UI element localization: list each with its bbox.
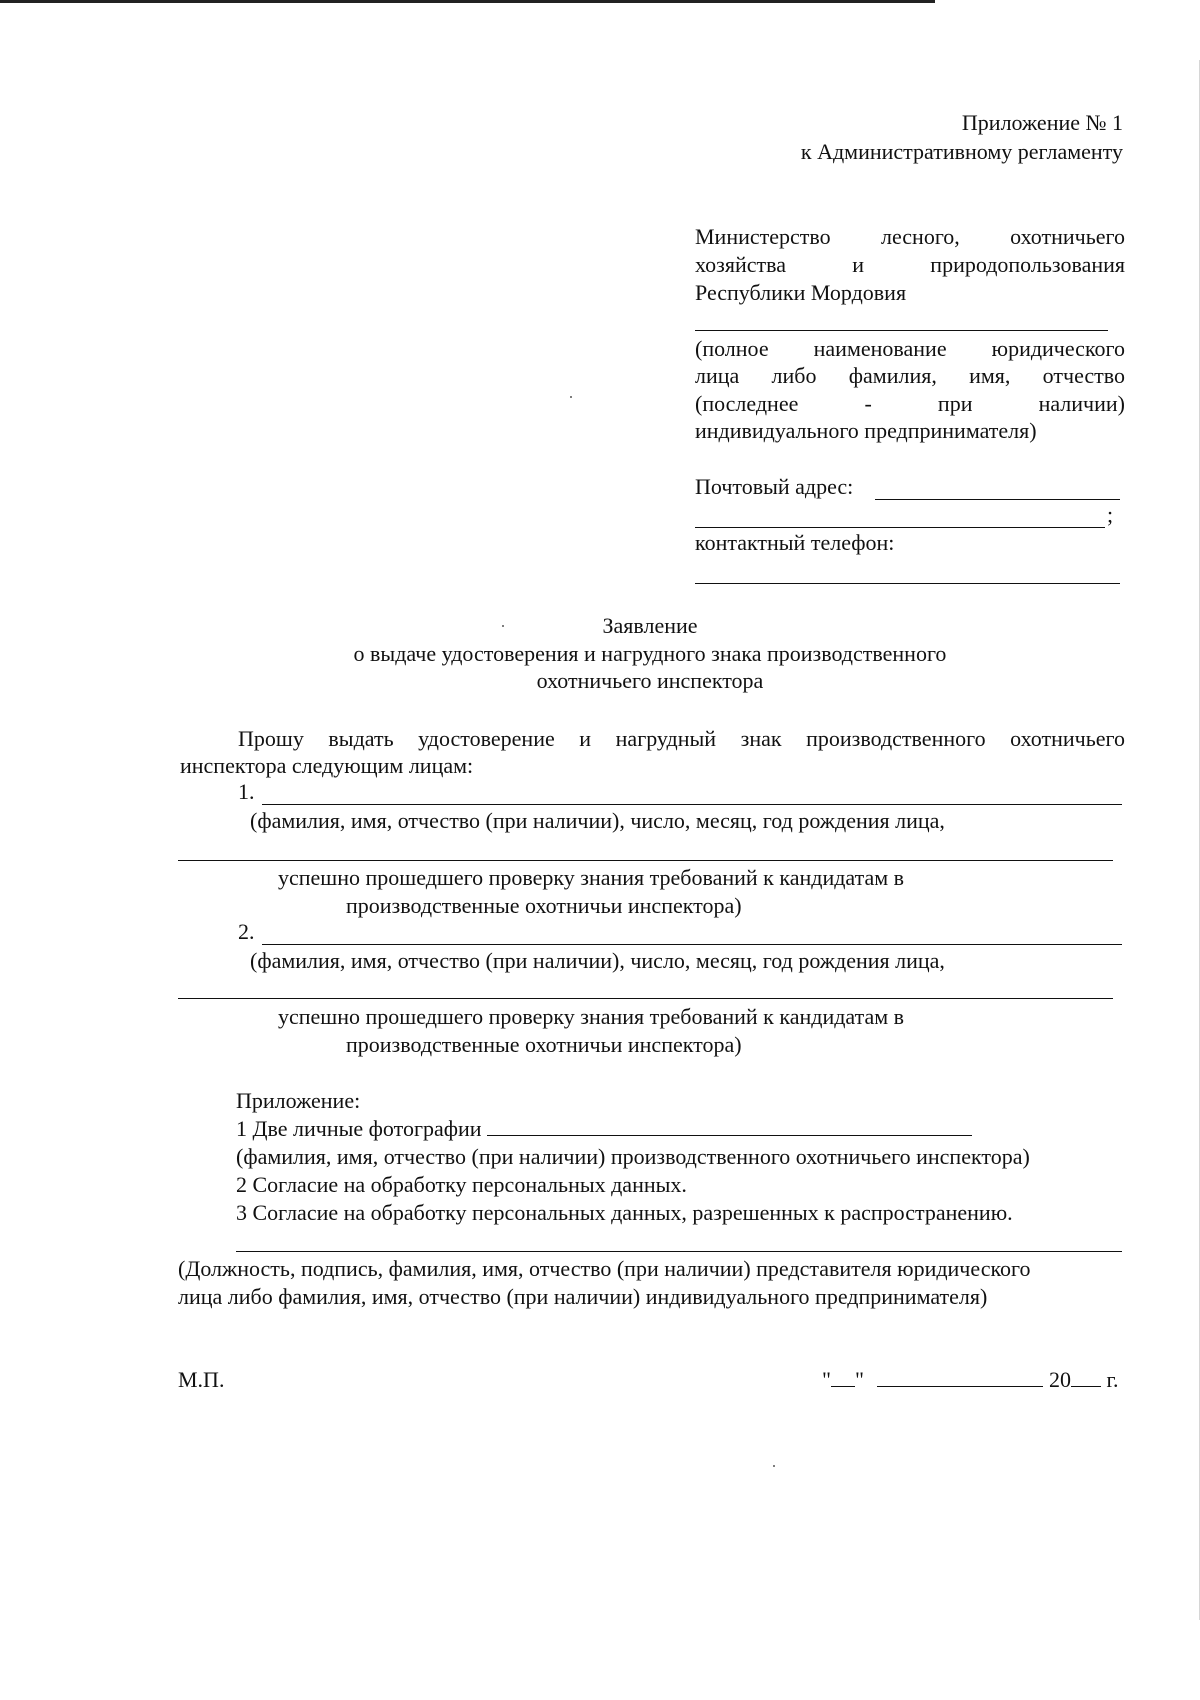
addressee-line-2: хозяйства и природопользования <box>695 252 1125 277</box>
person-2-hint-line-3: производственные охотничьи инспектора) <box>346 1032 742 1057</box>
signature-field[interactable] <box>236 1251 1122 1252</box>
year-prefix: 20 <box>1048 1367 1071 1392</box>
phone-field[interactable] <box>695 583 1120 584</box>
person-1-hint-line-1: (фамилия, имя, отчество (при наличии), число, месяц, год рождения лица, <box>250 808 945 833</box>
person-1-field-2[interactable] <box>178 860 1113 861</box>
person-2-field[interactable] <box>262 944 1122 945</box>
addressee-line-1: Министерство лесного, охотничьего <box>695 224 1125 249</box>
phone-label: контактный телефон: <box>695 530 895 555</box>
photo-owner-field[interactable] <box>487 1117 972 1136</box>
applicant-hint-line-3: (последнее - при наличии) <box>695 391 1125 416</box>
request-line-1: Прошу выдать удостоверение и нагрудный знак производственного охотничьего <box>238 726 1125 751</box>
applicant-hint-line-2: лица либо фамилия, имя, отчество <box>695 363 1125 388</box>
seal-placeholder: М.П. <box>178 1367 225 1392</box>
scan-speck <box>570 396 572 398</box>
date-quote-close: " <box>854 1367 864 1392</box>
attachment-3: 3 Согласие на обработку персональных данных, разрешенных к распространению. <box>236 1200 1013 1225</box>
postal-address-label: Почтовый адрес: <box>695 474 854 499</box>
postal-address-semicolon: ; <box>1107 502 1114 527</box>
request-line-2: инспектора следующим лицам: <box>180 753 474 778</box>
addressee-line-3: Республики Мордовия <box>695 280 907 305</box>
person-1-number: 1. <box>238 779 255 804</box>
appendix-regulation: к Административному регламенту <box>800 139 1123 164</box>
attachment-1-hint: (фамилия, имя, отчество (при наличии) производственного охотничьего инспектора) <box>236 1144 1030 1169</box>
person-1-hint-line-2: успешно прошедшего проверку знания требований к кандидатам в <box>278 865 905 890</box>
appendix-number: Приложение № 1 <box>961 110 1123 135</box>
month-field[interactable] <box>877 1368 1043 1387</box>
person-2-number: 2. <box>238 919 255 944</box>
postal-address-field[interactable] <box>875 499 1120 500</box>
applicant-name-field[interactable] <box>695 330 1108 331</box>
attachment-2: 2 Согласие на обработку персональных данных. <box>236 1172 687 1197</box>
person-2-field-2[interactable] <box>178 998 1113 999</box>
person-1-hint-line-3: производственные охотничьи инспектора) <box>346 893 742 918</box>
attachments-heading: Приложение: <box>236 1088 361 1113</box>
date-field <box>822 1367 1119 1393</box>
person-1-field[interactable] <box>262 804 1122 805</box>
postal-address-field-2[interactable] <box>695 527 1105 528</box>
attachment-1 <box>236 1116 972 1142</box>
scan-top-edge <box>0 0 935 3</box>
document-title: Заявление <box>602 613 698 638</box>
day-field[interactable] <box>831 1368 855 1387</box>
year-field[interactable] <box>1071 1368 1101 1387</box>
signature-hint-line-2: лица либо фамилия, имя, отчество (при наличии) индивидуального предпринимателя) <box>178 1284 988 1309</box>
document-subtitle-line-1: о выдаче удостоверения и нагрудного знака производственного <box>353 641 947 666</box>
applicant-hint-line-4: индивидуального предпринимателя) <box>695 418 1037 443</box>
applicant-hint-line-1: (полное наименование юридического <box>695 336 1125 361</box>
year-suffix: г. <box>1106 1367 1119 1392</box>
person-2-hint-line-1: (фамилия, имя, отчество (при наличии), число, месяц, год рождения лица, <box>250 948 945 973</box>
person-2-hint-line-2: успешно прошедшего проверку знания требований к кандидатам в <box>278 1004 905 1029</box>
document-subtitle-line-2: охотничьего инспектора <box>536 668 764 693</box>
attachment-1-label: 1 Две личные фотографии <box>236 1116 482 1141</box>
signature-hint-line-1: (Должность, подпись, фамилия, имя, отчество (при наличии) представителя юридического <box>178 1256 1031 1281</box>
date-quote-open: " <box>822 1367 831 1392</box>
scan-speck <box>773 1465 775 1467</box>
